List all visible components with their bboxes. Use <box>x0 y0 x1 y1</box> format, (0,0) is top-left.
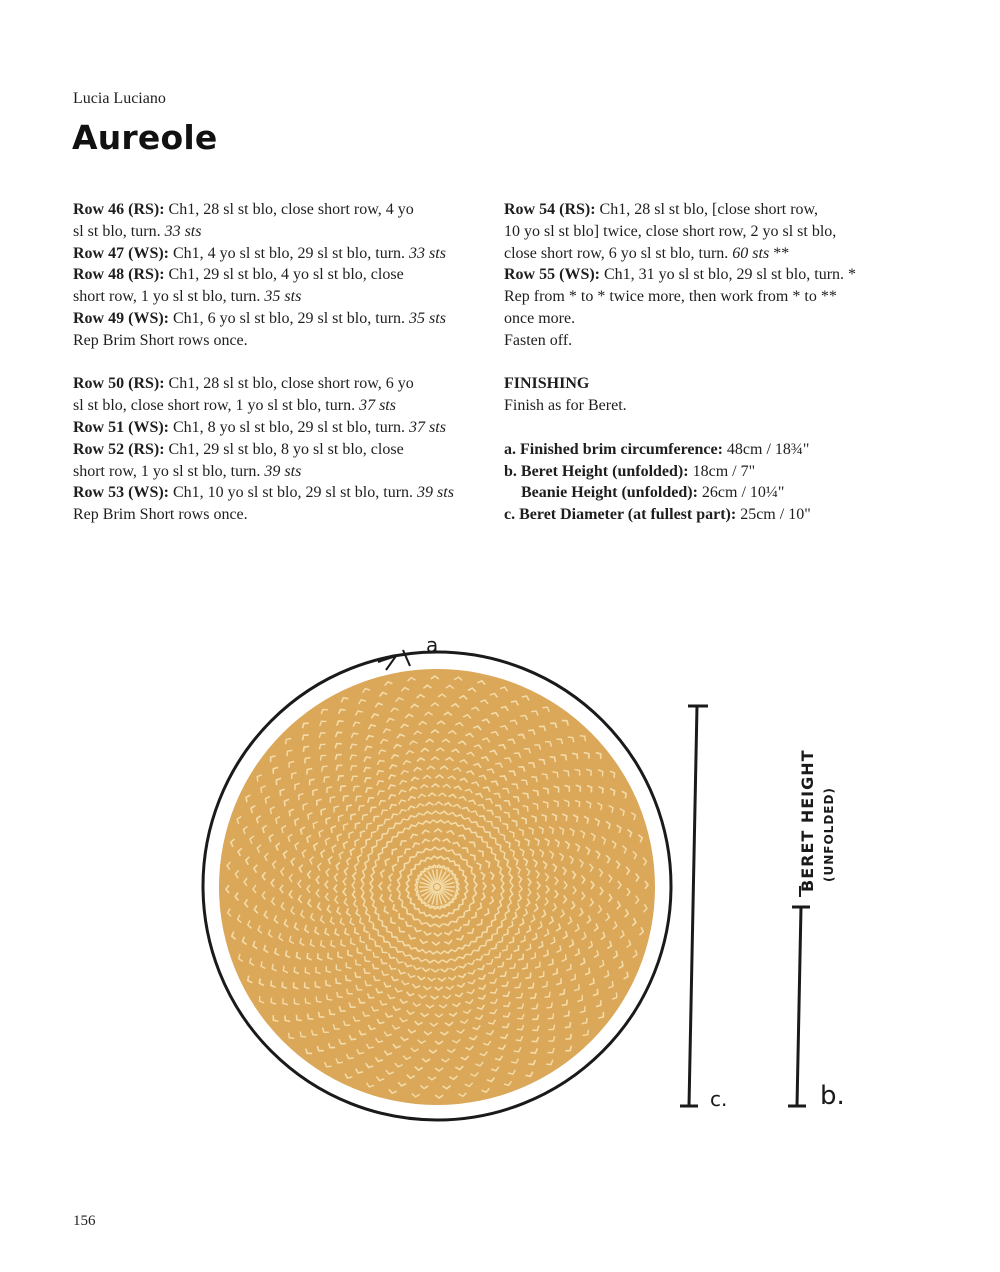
row-54: Row 54 (RS): Ch1, 28 sl st blo, [close short row, <box>504 201 819 218</box>
finishing-text: Finish as for Beret. <box>504 397 627 415</box>
measurement-b: b. Beret Height (unfolded): 18cm / 7" <box>504 462 756 480</box>
row-53: Row 53 (WS): Ch1, 10 yo sl st blo, 29 sl st blo, turn. 39 sts <box>73 484 454 502</box>
row-51: Row 51 (WS): Ch1, 8 yo sl st blo, 29 sl st blo, turn. 37 sts <box>73 418 446 436</box>
repeat-note: Rep Brim Short rows once. <box>73 506 248 524</box>
label-c: c. <box>710 1087 728 1111</box>
finishing-heading: FINISHING <box>504 375 590 393</box>
svg-text:(UNFOLDED): (UNFOLDED) <box>822 787 836 882</box>
repeat-note: Rep Brim Short rows once. <box>73 331 248 349</box>
beret-schematic-diagram <box>0 620 1000 1160</box>
row-50: Row 50 (RS): Ch1, 28 sl st blo, close short row, 6 yo <box>73 375 414 393</box>
measurement-c: c. Beret Diameter (at fullest part): 25cm / 10" <box>504 506 811 524</box>
author-name: Lucia Luciano <box>73 90 166 107</box>
row-55: Row 55 (WS): Ch1, 31 yo sl st blo, 29 sl st blo, turn. * <box>504 266 857 284</box>
repeat-instruction: Rep from * to * twice more, then work from * to ** <box>504 288 837 306</box>
beret-height-label <box>798 749 836 892</box>
label-b: b. <box>820 1081 845 1111</box>
pattern-title: Aureole <box>72 118 218 157</box>
row-46: Row 46 (RS): Ch1, 28 sl st blo, close short row, 4 yo <box>73 201 414 218</box>
crown-center <box>419 869 455 905</box>
diameter-line <box>689 706 697 1106</box>
height-line <box>797 907 801 1106</box>
measurement-a: a. Finished brim circumference: 48cm / 18¾" <box>504 440 810 458</box>
fasten-off: Fasten off. <box>504 331 573 349</box>
label-a: a <box>426 633 439 657</box>
measurement-beanie: Beanie Height (unfolded): 26cm / 10¼" <box>521 484 785 502</box>
row-52: Row 52 (RS): Ch1, 29 sl st blo, 8 yo sl st blo, close <box>73 440 404 458</box>
instructions-left-column: Row 46 (RS): Ch1, 28 sl st blo, close short row, 4 yo sl st blo, turn. 33 sts Row 47 (WS): Ch1, 4 yo sl st blo, 29 sl st blo, turn. 33 sts Row 48 (RS): Ch1, 29 sl st blo, 4 yo sl st blo, close short row, 1 yo sl st blo, turn. 35 sts Row 49 (WS): Ch1, 6 yo sl st blo, 29 sl st blo, turn. 35 sts Rep Brim Short rows once. Row 50 (RS): Ch1, 28 sl st blo, close short row, 6 yo sl st blo, close short row, 1 yo sl st blo, turn. 37 sts Row 51 (WS): Ch1, 8 yo sl st blo, 29 sl st blo, turn. 37 sts Row 52 (RS): Ch1, 29 sl st blo, 8 yo sl st blo, close short row, 1 yo sl st blo, turn. 39 sts Row 53 (WS): Ch1, 10 yo sl st blo, 29 sl st blo, turn. 39 sts Rep Brim Short rows once. <box>73 199 493 526</box>
page-number: 156 <box>73 1213 96 1229</box>
svg-text:BERET HEIGHT: BERET HEIGHT <box>798 749 817 892</box>
row-47: Row 47 (WS): Ch1, 4 yo sl st blo, 29 sl st blo, turn. 33 sts <box>73 244 446 262</box>
row-49: Row 49 (WS): Ch1, 6 yo sl st blo, 29 sl st blo, turn. 35 sts <box>73 309 446 327</box>
instructions-right-column: Row 54 (RS): Ch1, 28 sl st blo, [close short row, 10 yo sl st blo] twice, close short row, 2 yo sl st blo, close short row, 6 yo sl st blo, turn. 60 sts ** Row 55 (WS): Ch1, 31 yo sl st blo, 29 sl st blo, turn. * Rep from * to * twice more, then work from * to ** once more. Fasten off. FINISHING Finish as for Beret. a. Finished brim circumference: 48cm / 18¾" b. Beret Height (unfolded): 18cm / 7" Beanie Height (unfolded): 26cm / 10¼" c. Beret Diameter (at fullest part): 25cm / 10" <box>504 199 944 526</box>
row-48: Row 48 (RS): Ch1, 29 sl st blo, 4 yo sl st blo, close <box>73 266 404 284</box>
